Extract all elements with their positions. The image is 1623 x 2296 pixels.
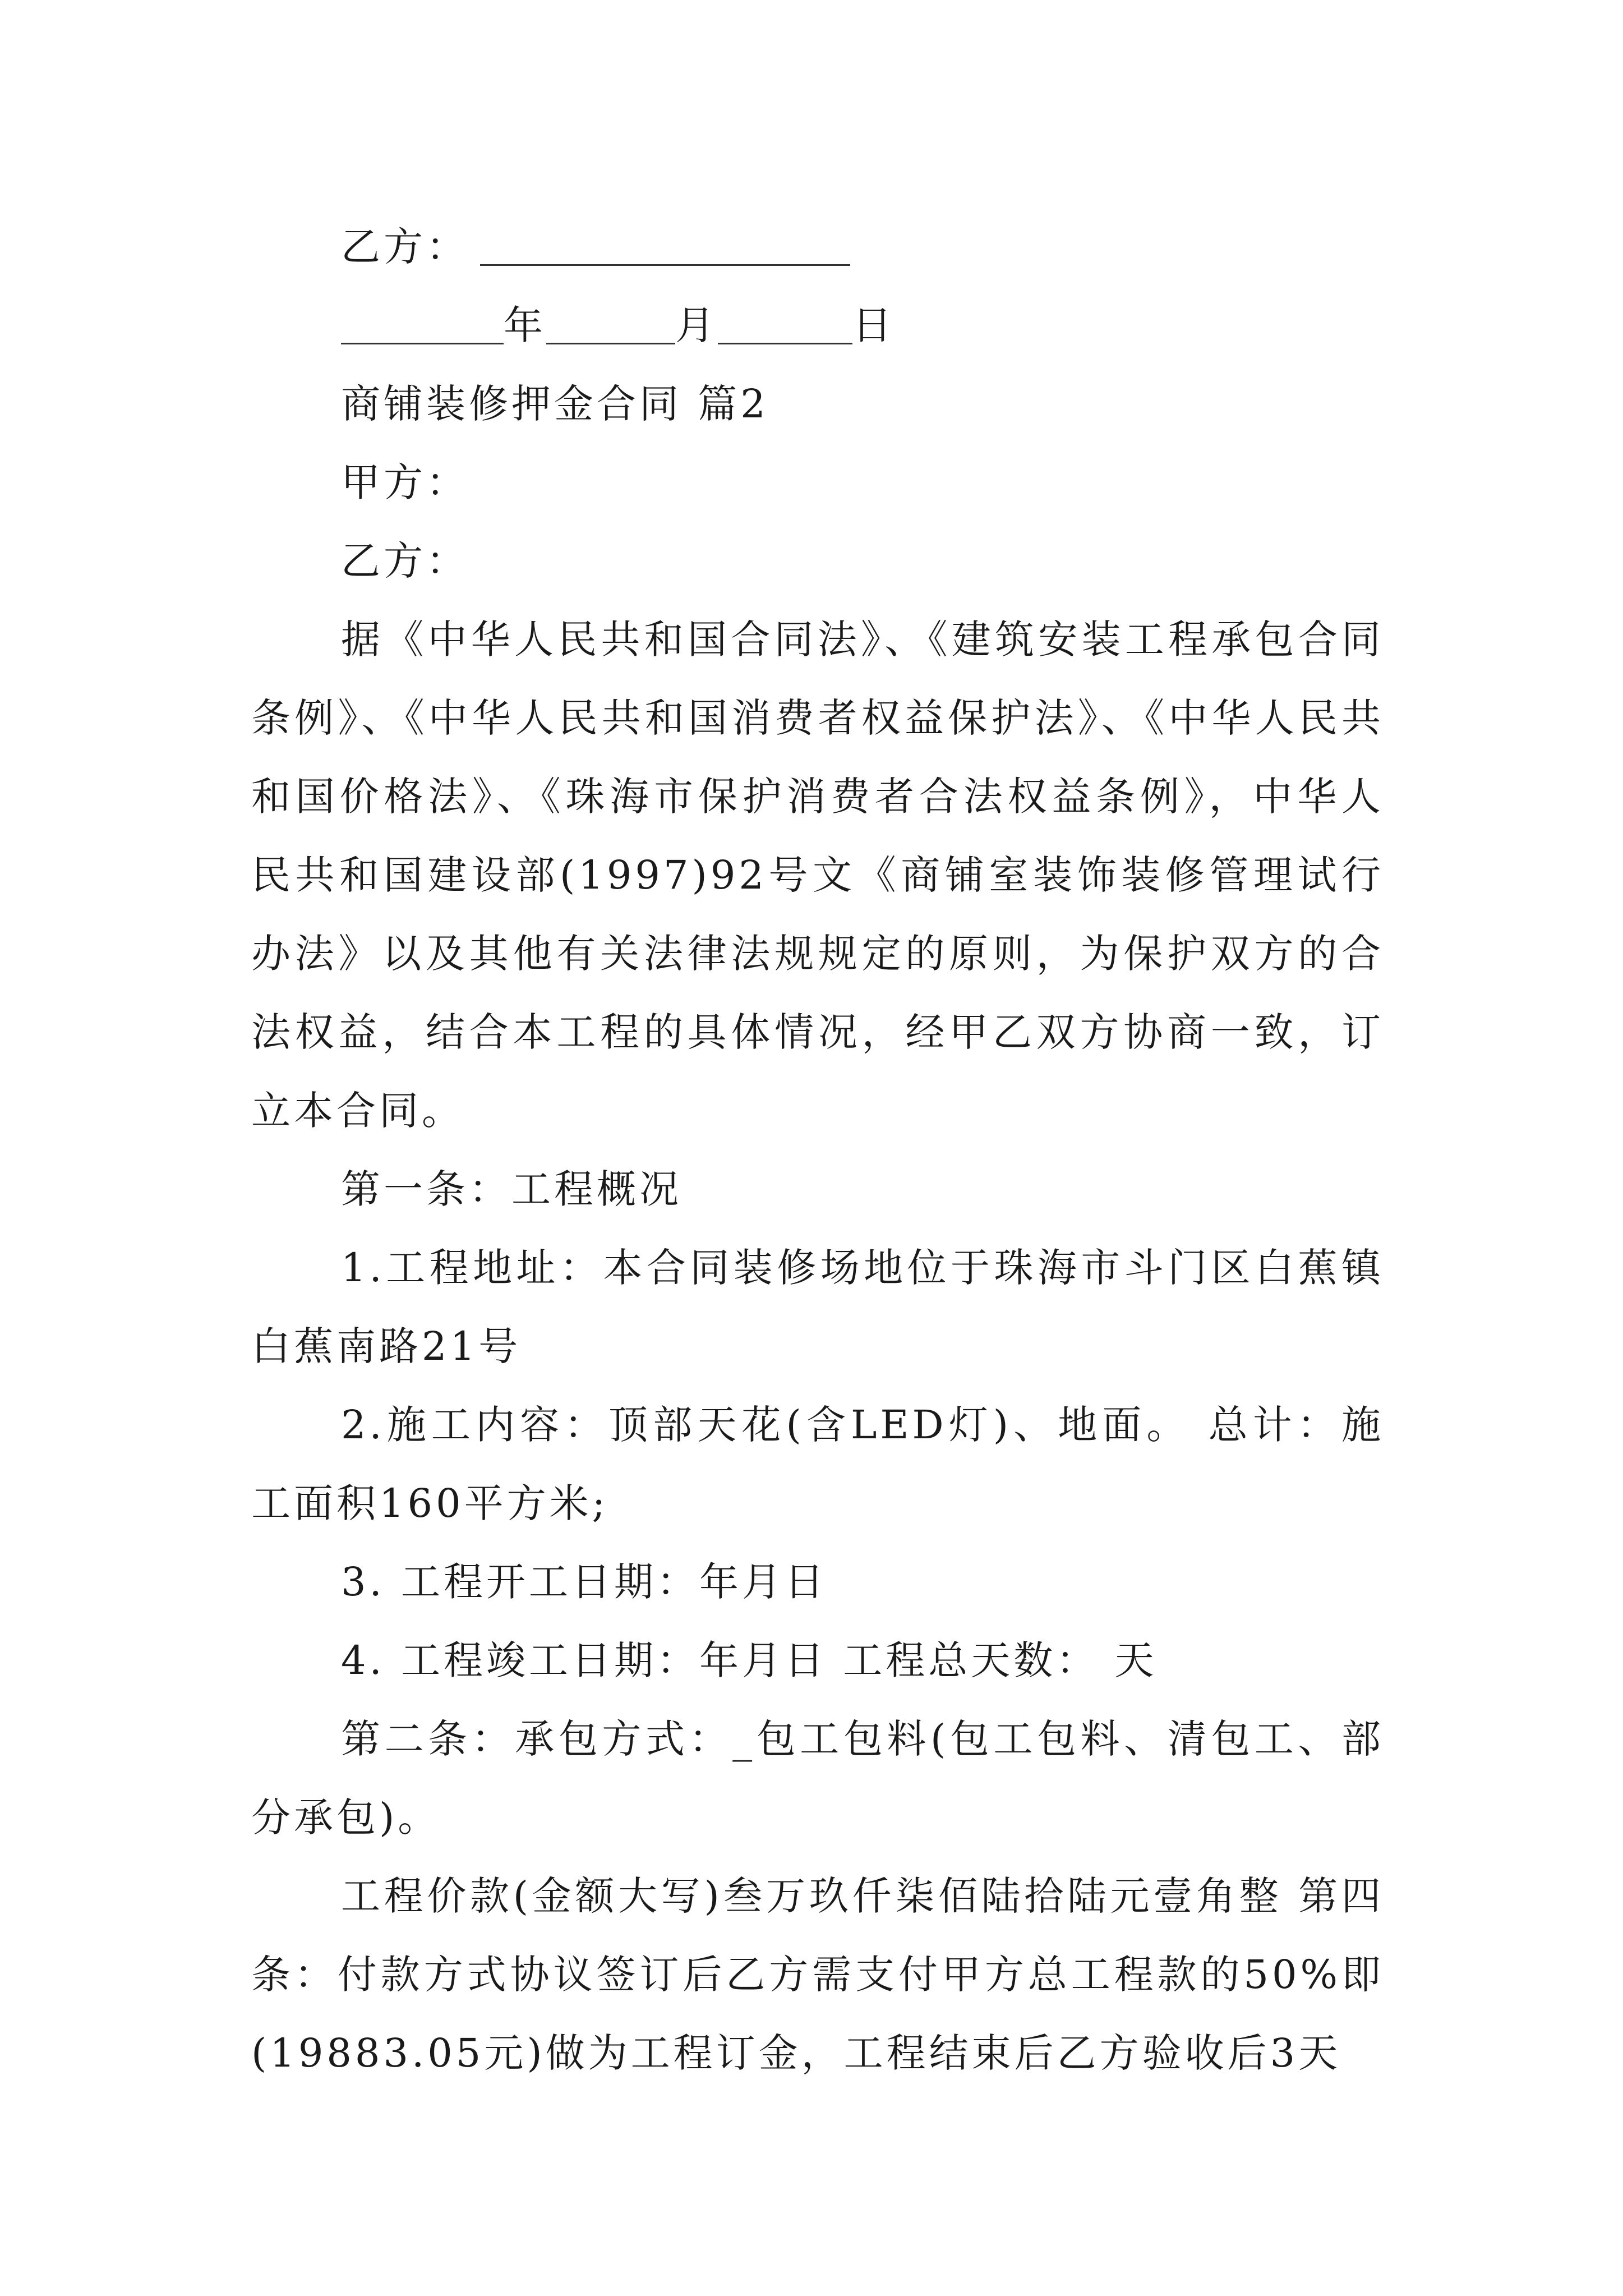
month-label: 月	[675, 302, 718, 348]
article-2-contract-method: 第二条：承包方式：_包工包料(包工包料、清包工、部分承包)。	[251, 1716, 1384, 1841]
preamble-paragraph: 据《中华人民共和国合同法》、《建筑安装工程承包合同条例》、《中华人民共和国消费者权益保护法》、《中华人民共和国价格法》、《珠海市保护消费者合法权益条例》，中华人民共和国建设部(1997)92号文《商铺室装饰装修管理试行办法》以及其他有关法律法规规定的原则，为保护双方的合法权益，结合本工程的具体情况，经甲乙双方协商一致，订立本合同。	[251, 616, 1384, 1134]
signature-party-b-line	[251, 208, 1384, 286]
day-label: 日	[852, 302, 895, 348]
signature-blank	[480, 224, 850, 266]
item-1-address: 1.工程地址：本合同装修场地位于珠海市斗门区白蕉镇白蕉南路21号	[251, 1245, 1384, 1369]
month-blank	[546, 302, 675, 344]
item-4-completion-date: 4. 工程竣工日期：年月日 工程总天数： 天	[341, 1637, 1158, 1683]
party-b-label: 乙方：	[341, 538, 469, 584]
day-blank	[718, 302, 852, 344]
article-1-heading: 第一条：工程概况	[341, 1166, 682, 1212]
item-2-scope: 2.施工内容：顶部天花(含LED灯)、地面。 总计：施工面积160平方米;	[251, 1402, 1384, 1526]
item-3-start-date: 3. 工程开工日期：年月日	[341, 1559, 828, 1605]
contract-title: 商铺装修押金合同 篇2	[341, 381, 769, 427]
party-a-label: 甲方：	[341, 459, 469, 505]
price-and-payment-paragraph: 工程价款(金额大写)叁万玖仟柒佰陆拾陆元壹角整 第四条：付款方式协议签订后乙方需支付甲方总工程款的50%即(19883.05元)做为工程订金，工程结束后乙方验收后3天	[251, 1873, 1384, 2076]
document-body	[251, 208, 1384, 2092]
year-blank	[341, 302, 504, 344]
signature-date-line	[251, 286, 1384, 365]
year-label: 年	[504, 302, 546, 348]
signature-party-b-label: 乙方：	[341, 224, 469, 270]
